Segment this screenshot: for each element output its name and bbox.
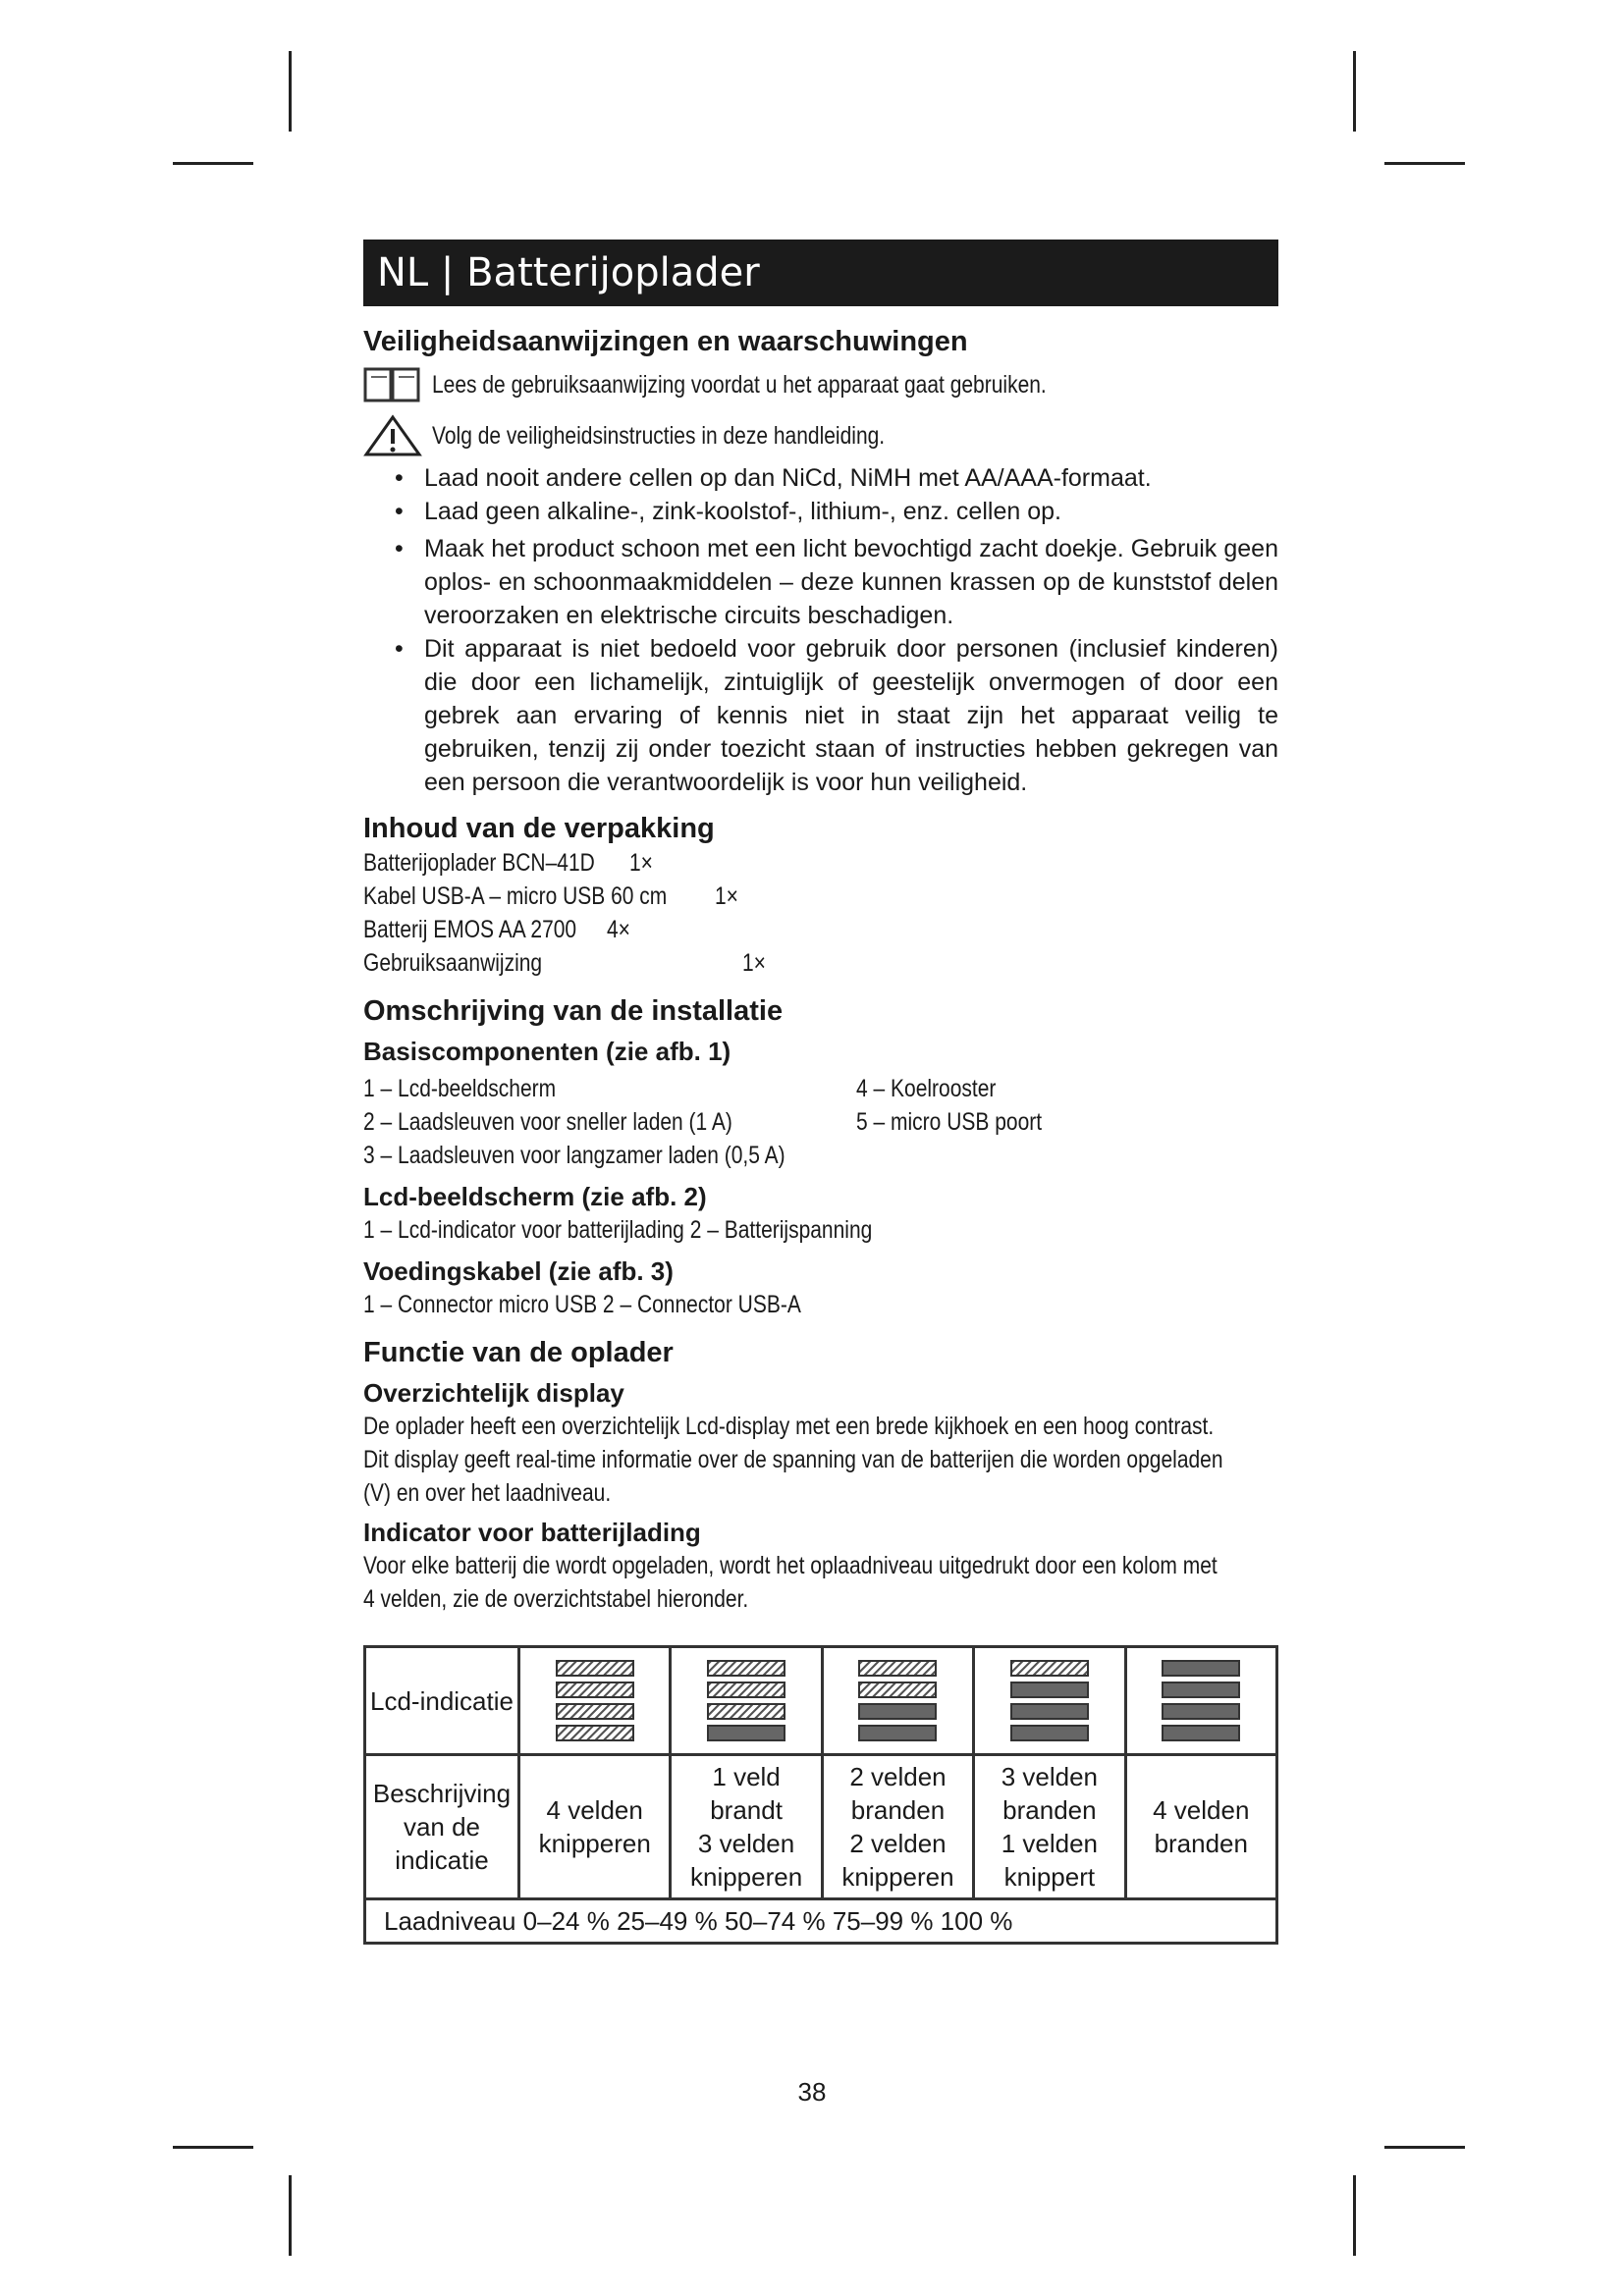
- list-item: 2 – Laadsleuven voor sneller laden (1 A): [363, 1108, 732, 1136]
- crop-mark: [173, 162, 253, 165]
- lit-field: [1162, 1725, 1240, 1741]
- table-row: [365, 1899, 1277, 1944]
- follow-instructions-text: Volg de veiligheidsinstructies in deze handleiding.: [432, 422, 886, 450]
- crop-mark: [289, 51, 292, 132]
- description-cell: 3 velden branden 1 velden knippert: [974, 1755, 1125, 1899]
- list-item: 5 – micro USB poort: [856, 1108, 1043, 1136]
- lit-field: [1010, 1703, 1089, 1720]
- page-title: NL | Batterijoplader: [363, 240, 1278, 306]
- safety-heading: Veiligheidsaanwijzingen en waarschuwingen: [363, 326, 968, 357]
- list-item: • Maak het product schoon met een licht bevochtigd zacht doekje. Gebruik geen oplos- en schoonmaakmiddelen – deze kunnen krassen op de kunststof delen veroorzaken en elektrische circuits beschadigen.: [363, 532, 1278, 632]
- package-heading: Inhoud van de verpakking: [363, 813, 715, 844]
- blinking-field: [556, 1725, 634, 1741]
- bar-cell: [1125, 1647, 1276, 1755]
- display-heading: Overzichtelijk display: [363, 1378, 624, 1408]
- bar-cell: [671, 1647, 822, 1755]
- package-list: [363, 846, 1278, 980]
- safety-list: [363, 461, 1278, 799]
- lit-field: [1010, 1725, 1089, 1741]
- crop-mark: [1353, 2175, 1356, 2256]
- blinking-field: [707, 1703, 785, 1720]
- blinking-field: [858, 1682, 937, 1698]
- description-cell: 1 veld brandt 3 velden knipperen: [671, 1755, 822, 1899]
- function-heading: Functie van de oplader: [363, 1337, 674, 1368]
- description-cell: 4 velden branden: [1125, 1755, 1276, 1899]
- installation-heading: Omschrijving van de installatie: [363, 995, 784, 1027]
- charge-level-row: Laadniveau 0–24 % 25–49 % 50–74 % 75–99 % 100 %: [365, 1899, 1277, 1944]
- components-list: [363, 1072, 1278, 1172]
- blinking-field: [556, 1682, 634, 1698]
- table-row: [365, 1647, 1277, 1755]
- indicator-line: 4 velden, zie de overzichtstabel hieronder.: [363, 1585, 749, 1613]
- crop-mark: [289, 2175, 292, 2256]
- read-manual-row: [363, 365, 1278, 404]
- indicator-heading: Indicator voor batterijlading: [363, 1518, 701, 1547]
- list-item: 1 – Lcd-beeldscherm: [363, 1075, 557, 1102]
- blinking-field: [707, 1660, 785, 1677]
- display-line: (V) en over het laadniveau.: [363, 1479, 612, 1507]
- blinking-field: [707, 1682, 785, 1698]
- document: [363, 240, 1278, 1945]
- lcd-indication-label: Lcd-indicatie: [365, 1647, 519, 1755]
- basic-components-heading: Basiscomponenten (zie afb. 1): [363, 1037, 731, 1066]
- crop-mark: [1384, 2146, 1465, 2149]
- lit-field: [1162, 1703, 1240, 1720]
- lcd-text: 1 – Lcd-indicator voor batterijlading 2 – Batterijspanning: [363, 1216, 873, 1244]
- blinking-field: [1010, 1660, 1089, 1677]
- warning-triangle-icon: [363, 414, 422, 457]
- list-item: • Laad geen alkaline-, zink-koolstof-, lithium-, enz. cellen op.: [363, 495, 1278, 528]
- page-number: 38: [797, 2077, 827, 2107]
- blinking-field: [556, 1660, 634, 1677]
- display-line: Dit display geeft real-time informatie over de spanning van de batterijen die worden opgeladen: [363, 1446, 1223, 1473]
- bar-cell: [822, 1647, 973, 1755]
- cable-text: 1 – Connector micro USB 2 – Connector USB-A: [363, 1291, 801, 1318]
- list-item: Gebruiksaanwijzing 1×: [363, 949, 766, 977]
- list-item: Batterij EMOS AA 2700 4×: [363, 916, 631, 943]
- blinking-field: [556, 1703, 634, 1720]
- list-item: • Dit apparaat is niet bedoeld voor gebruik door personen (inclusief kinderen) die door een lichamelijk, zintuiglijk of geestelijk onvermogen of door een gebrek aan ervaring of kennis niet in staat zijn het apparaat veilig te gebruiken, tenzij zij onder toezicht staan of instructies hebben gekregen van een persoon die verantwoordelijk is voor hun veiligheid.: [363, 632, 1278, 799]
- book-icon: [363, 365, 422, 404]
- table-row: [365, 1755, 1277, 1899]
- follow-instructions-row: [363, 414, 1278, 457]
- list-item: Batterijoplader BCN–41D 1×: [363, 849, 653, 877]
- list-item: 3 – Laadsleuven voor langzamer laden (0,5 A): [363, 1142, 785, 1169]
- description-cell: 4 velden knipperen: [519, 1755, 671, 1899]
- description-cell: 2 velden branden 2 velden knipperen: [822, 1755, 973, 1899]
- crop-mark: [1353, 51, 1356, 132]
- indicator-table: [363, 1645, 1278, 1945]
- indicator-line: Voor elke batterij die wordt opgeladen, wordt het oplaadniveau uitgedrukt door een kolom met: [363, 1552, 1218, 1579]
- crop-mark: [173, 2146, 253, 2149]
- lit-field: [1162, 1682, 1240, 1698]
- read-manual-text: Lees de gebruiksaanwijzing voordat u het apparaat gaat gebruiken.: [432, 371, 1047, 399]
- lit-field: [1010, 1682, 1089, 1698]
- list-item: Kabel USB-A – micro USB 60 cm 1×: [363, 882, 739, 910]
- crop-mark: [1384, 162, 1465, 165]
- list-item: 4 – Koelrooster: [856, 1075, 997, 1102]
- display-line: De oplader heeft een overzichtelijk Lcd-display met een brede kijkhoek en een hoog contrast.: [363, 1413, 1215, 1440]
- lit-field: [707, 1725, 785, 1741]
- lcd-heading: Lcd-beeldscherm (zie afb. 2): [363, 1182, 707, 1211]
- bar-cell: [519, 1647, 671, 1755]
- blinking-field: [858, 1660, 937, 1677]
- bar-cell: [974, 1647, 1125, 1755]
- description-label: Beschrijving van de indicatie: [365, 1755, 519, 1899]
- list-item: • Laad nooit andere cellen op dan NiCd, NiMH met AA/AAA-formaat.: [363, 461, 1278, 495]
- lit-field: [1162, 1660, 1240, 1677]
- lit-field: [858, 1725, 937, 1741]
- cable-heading: Voedingskabel (zie afb. 3): [363, 1256, 674, 1286]
- lit-field: [858, 1703, 937, 1720]
